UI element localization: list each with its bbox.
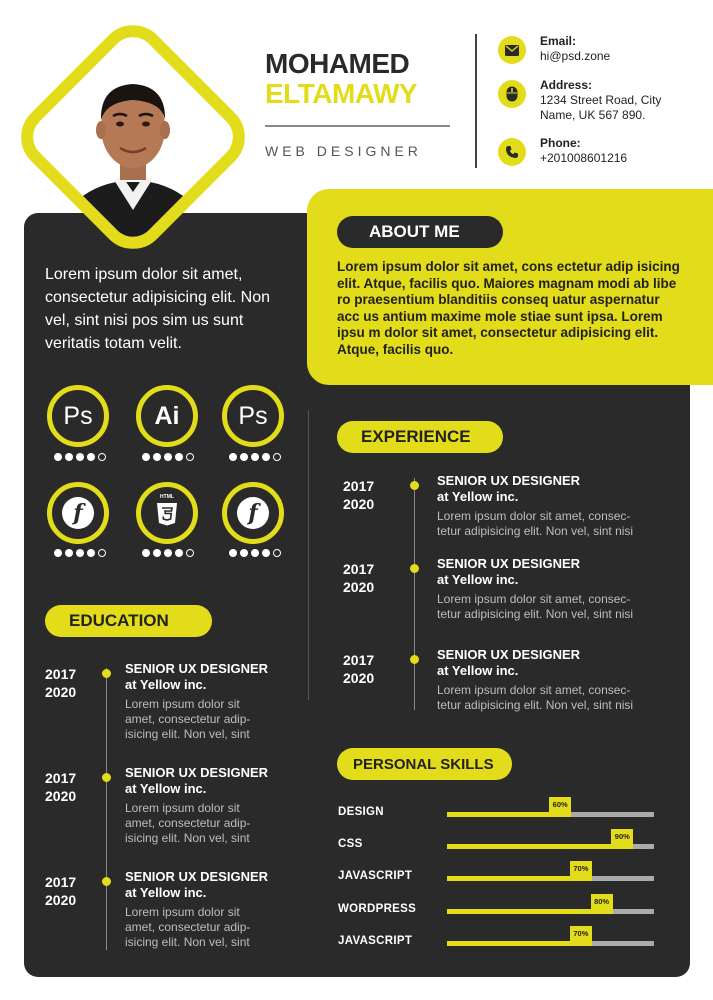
html5-icon: HTML [136,482,198,544]
personal-skills-heading: PERSONAL SKILLS [337,748,512,780]
contact-label: Phone: [540,136,581,150]
company-name: at Yellow inc. [437,572,519,587]
company-name: at Yellow inc. [125,885,207,900]
timeline-dot [102,773,111,782]
skill-name: WORDPRESS [338,903,417,915]
skill-progress-bar [447,897,654,914]
skill-name: JAVASCRIPT [338,935,413,947]
year-start: 2017 [343,478,375,494]
experience-title [437,647,667,679]
experience-description [437,509,667,539]
about-me-text: Lorem ipsum dolor sit amet, cons ectetur adip isicing elit. Atque, facilis quo. Maiores magnam modi ab libe ro praesentium blanditiis conseq uatur aspernatur acc us antium maxime mole stiae sunt ipsa. Lorem ipsu m dolor sit amet, consectetur adipisicing elit. Atque, facilis quo. [337,259,680,357]
description-line: Lorem ipsum dolor sit [125,905,240,919]
name-last: ELTAMAWY [265,78,418,109]
company-name: at Yellow inc. [437,663,519,678]
contact-label: Address: [540,78,593,92]
rating-dot-filled [240,453,248,461]
company-name: at Yellow inc. [125,781,207,796]
phone-icon [498,138,526,166]
year-end: 2020 [343,579,375,595]
education-timeline-line [106,668,107,950]
rating-dot-filled [229,453,237,461]
description-line: tetur adipisicing elit. Non vel, sint nisi [437,524,634,538]
rating-dot-empty [98,453,106,461]
skill-progress-bar [447,929,654,946]
photoshop-icon: Ps [47,385,109,447]
skill-percent-label: 70% [570,926,592,946]
education-years [45,873,95,909]
skill-progress-bar [447,864,654,881]
experience-heading: EXPERIENCE [337,421,503,453]
skill-name: JAVASCRIPT [338,870,413,882]
experience-description [437,683,667,713]
education-years [45,665,95,701]
rating-dot-filled [54,453,62,461]
skill-percent-label: 60% [549,797,571,817]
experience-timeline-line [414,478,415,710]
rating-dot-empty [186,453,194,461]
year-end: 2020 [45,892,77,908]
description-line: Lorem ipsum dolor sit [125,697,240,711]
education-description [125,801,300,846]
company-name: at Yellow inc. [437,489,519,504]
education-title [125,869,300,901]
rating-dot-filled [175,453,183,461]
experience-title [437,556,667,588]
contact-value[interactable]: +201008601216 [540,151,628,165]
description-line: Lorem ipsum dolor sit amet, consec- [437,509,631,523]
about-me-heading: ABOUT ME [337,216,503,248]
year-end: 2020 [45,684,77,700]
description-line: isicing elit. Non vel, sint [125,831,250,845]
education-years [45,769,95,805]
education-description [125,697,300,742]
rating-dot-filled [87,549,95,557]
company-name: at Yellow inc. [125,677,207,692]
rating-dot-filled [76,453,84,461]
description-line: tetur adipisicing elit. Non vel, sint nisi [437,698,634,712]
description-line: isicing elit. Non vel, sint [125,935,250,949]
skill-rating-dots [54,549,106,559]
photoshop-icon: Ps [222,385,284,447]
rating-dot-filled [54,549,62,557]
mouse-icon [498,80,526,108]
year-end: 2020 [45,788,77,804]
education-title [125,765,300,797]
header-divider [475,34,477,168]
flash-icon: f [222,482,284,544]
illustrator-icon: Ai [136,385,198,447]
skill-percent-label: 80% [591,894,613,914]
year-start: 2017 [45,666,77,682]
skill-progress-bar [447,832,654,849]
rating-dot-filled [153,453,161,461]
description-line: amet, consectetur adip- [125,816,251,830]
rating-dot-filled [175,549,183,557]
timeline-dot [410,655,419,664]
contact-value[interactable]: hi@psd.zone [540,49,611,63]
flash-icon: f [47,482,109,544]
rating-dot-empty [186,549,194,557]
rating-dot-filled [251,549,259,557]
year-start: 2017 [343,652,375,668]
skill-rating-dots [142,453,194,463]
contact-label: Email: [540,34,577,48]
year-end: 2020 [343,670,375,686]
job-role: SENIOR UX DESIGNER [125,765,269,780]
experience-description [437,592,667,622]
experience-years [343,477,393,513]
rating-dot-filled [65,549,73,557]
rating-dot-filled [87,453,95,461]
skill-progress-fill [447,844,633,849]
rating-dot-empty [273,453,281,461]
rating-dot-filled [229,549,237,557]
education-title [125,661,300,693]
timeline-dot [410,481,419,490]
column-divider [308,410,309,700]
year-end: 2020 [343,496,375,512]
skill-percent-label: 70% [570,861,592,881]
timeline-dot [410,564,419,573]
envelope-icon [498,36,526,64]
job-title: WEB DESIGNER [265,143,422,159]
rating-dot-filled [164,549,172,557]
year-start: 2017 [343,561,375,577]
rating-dot-filled [251,453,259,461]
rating-dot-filled [262,549,270,557]
description-line: Lorem ipsum dolor sit amet, consec- [437,592,631,606]
year-start: 2017 [45,770,77,786]
skill-rating-dots [54,453,106,463]
job-role: SENIOR UX DESIGNER [437,647,581,662]
education-description [125,905,300,950]
description-line: amet, consectetur adip- [125,712,251,726]
education-heading: EDUCATION [45,605,212,637]
rating-dot-filled [262,453,270,461]
skill-name: CSS [338,838,363,850]
experience-years [343,651,393,687]
rating-dot-filled [240,549,248,557]
skill-percent-label: 90% [611,829,633,849]
description-line: Lorem ipsum dolor sit [125,801,240,815]
description-line: Lorem ipsum dolor sit amet, consec- [437,683,631,697]
skill-progress-fill [447,909,613,914]
name-first: MOHAMED [265,48,410,79]
rating-dot-empty [273,549,281,557]
timeline-dot [102,669,111,678]
job-role: SENIOR UX DESIGNER [125,869,269,884]
rating-dot-filled [153,549,161,557]
year-start: 2017 [45,874,77,890]
job-role: SENIOR UX DESIGNER [437,556,581,571]
description-line: tetur adipisicing elit. Non vel, sint nisi [437,607,634,621]
rating-dot-empty [98,549,106,557]
experience-title [437,473,667,505]
skill-progress-bar [447,800,654,817]
skill-rating-dots [142,549,194,559]
description-line: isicing elit. Non vel, sint [125,727,250,741]
experience-years [343,560,393,596]
description-line: amet, consectetur adip- [125,920,251,934]
skill-rating-dots [229,549,281,559]
rating-dot-filled [164,453,172,461]
skill-rating-dots [229,453,281,463]
rating-dot-filled [142,549,150,557]
rating-dot-filled [142,453,150,461]
timeline-dot [102,877,111,886]
intro-text: Lorem ipsum dolor sit amet, consectetur adipisicing elit. Non vel, sint nisi pos sim us sunt veritatis totam velit. [45,266,271,352]
job-role: SENIOR UX DESIGNER [125,661,269,676]
rating-dot-filled [76,549,84,557]
contact-value: 1234 Street Road, City Name, UK 567 890. [540,93,662,122]
skill-name: DESIGN [338,806,384,818]
rating-dot-filled [65,453,73,461]
name-divider [265,125,450,127]
job-role: SENIOR UX DESIGNER [437,473,581,488]
